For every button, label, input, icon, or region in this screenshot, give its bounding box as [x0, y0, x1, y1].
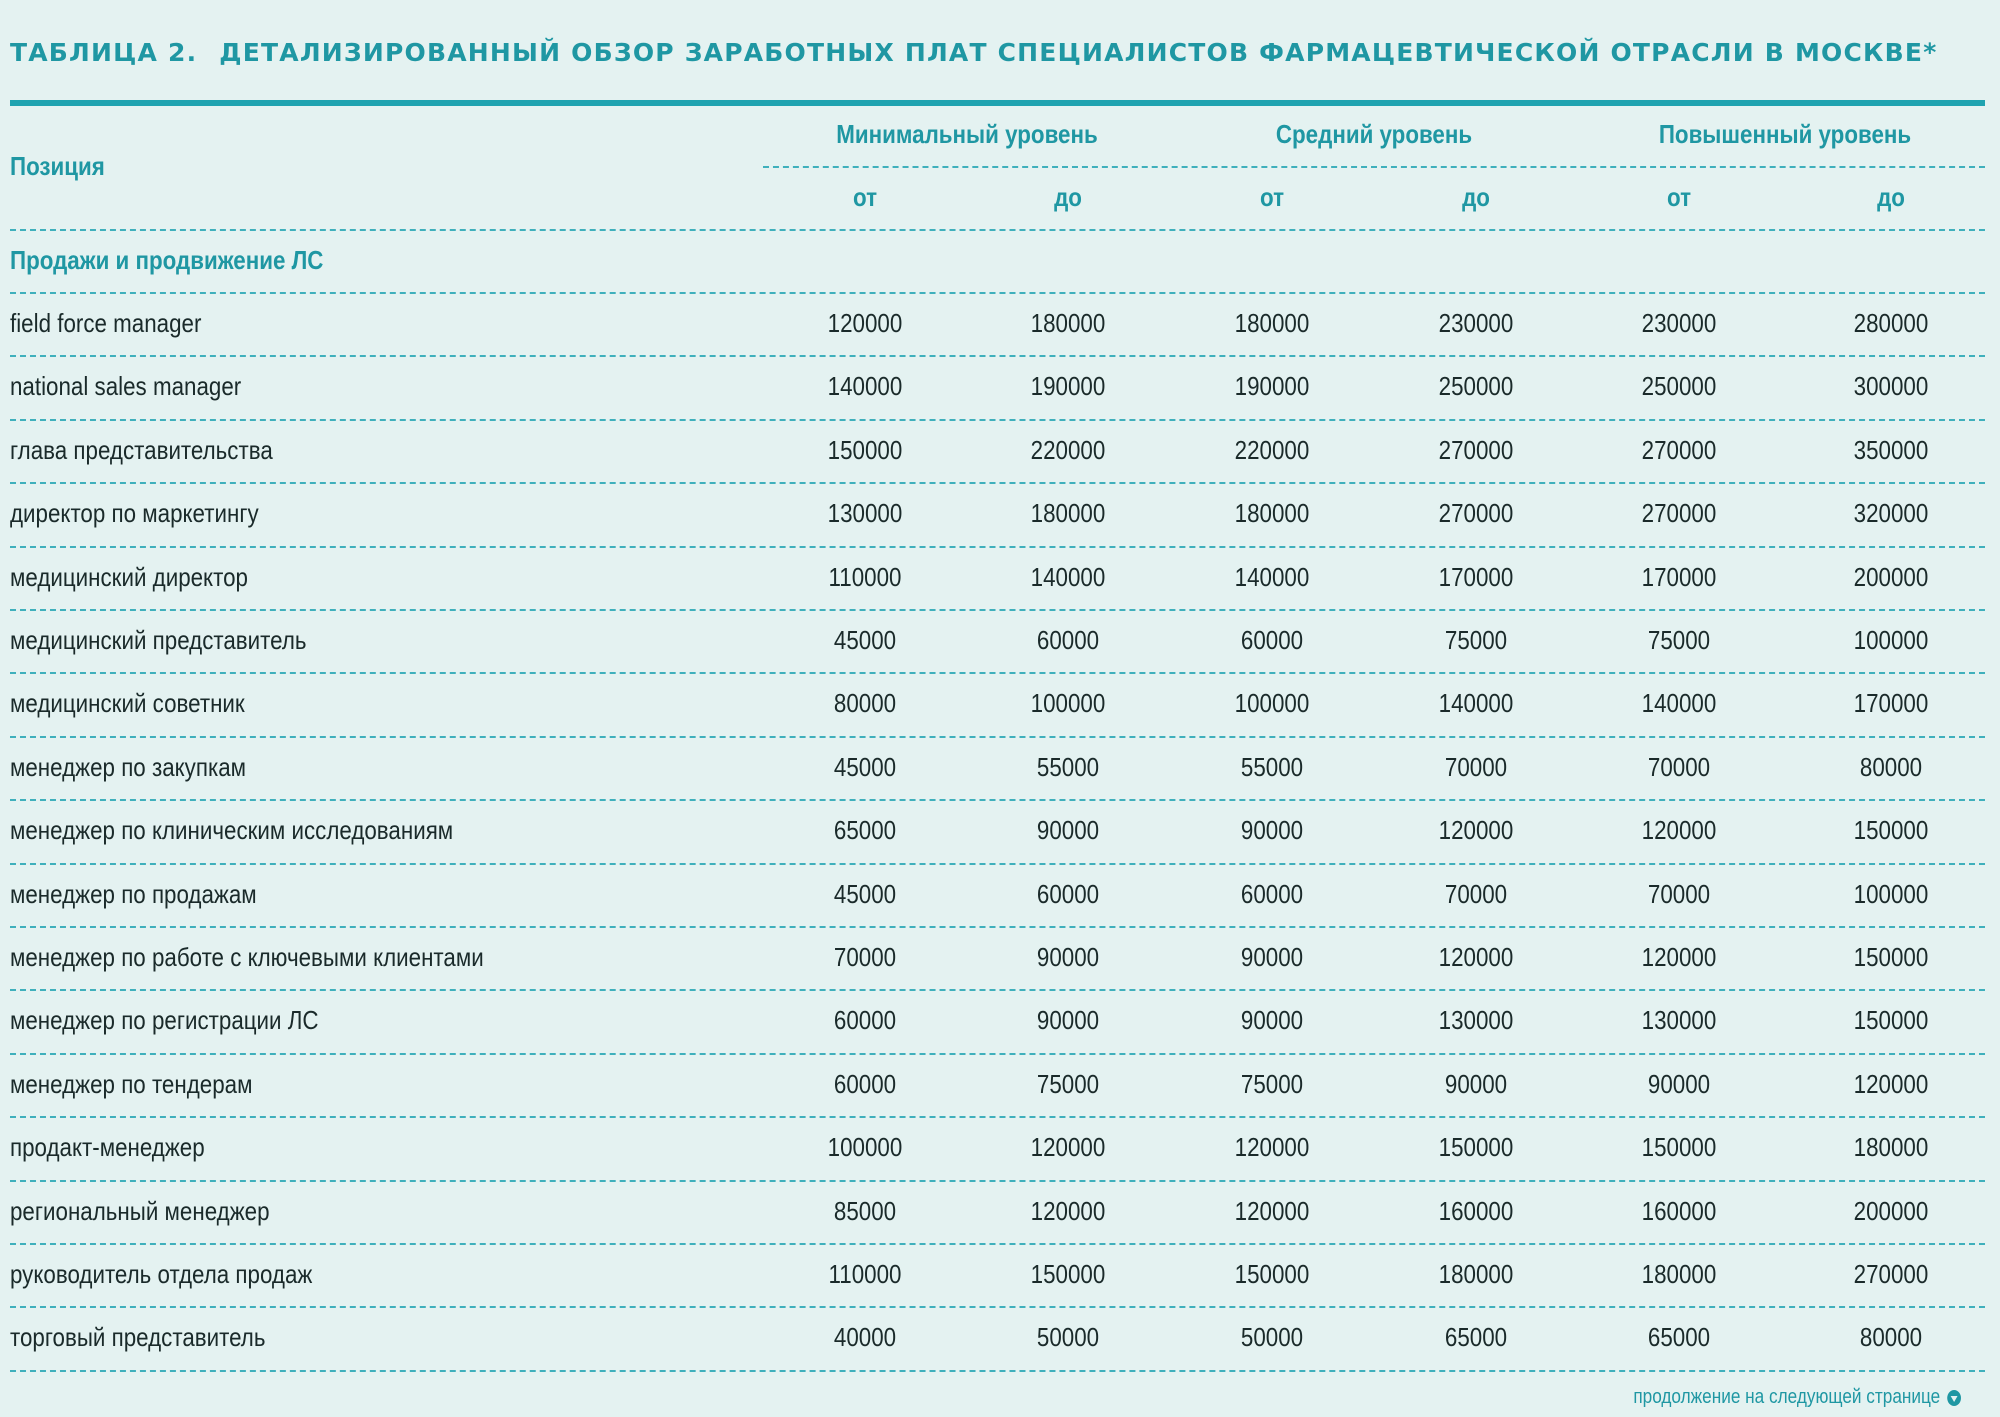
salary-value: 120000	[827, 308, 903, 338]
salary-value: 200000	[1853, 561, 1929, 592]
salary-value: 120000	[1234, 1195, 1310, 1226]
salary-value: 100000	[1853, 878, 1929, 909]
range-header-1: до	[1054, 182, 1082, 212]
salary-value: 180000	[1030, 308, 1106, 338]
salary-value: 100000	[1234, 688, 1310, 719]
salary-value: 55000	[1036, 751, 1100, 782]
salary-value: 230000	[1438, 308, 1514, 338]
salary-value: 60000	[1036, 625, 1100, 655]
salary-value: 150000	[1438, 1132, 1514, 1163]
salary-value: 150000	[1030, 1259, 1106, 1289]
level-header-1: Средний уровень	[1275, 119, 1473, 149]
salary-value: 200000	[1853, 1195, 1929, 1226]
salary-value: 140000	[827, 371, 903, 402]
position-name: менеджер по продажам	[10, 878, 257, 909]
level-header-0: Минимальный уровень	[835, 119, 1098, 149]
salary-value: 80000	[833, 688, 897, 719]
salary-value: 320000	[1853, 498, 1929, 529]
salary-value: 70000	[1444, 751, 1508, 782]
salary-value: 65000	[1444, 1322, 1508, 1353]
salary-value: 270000	[1641, 434, 1717, 465]
salary-value: 170000	[1438, 561, 1514, 592]
salary-value: 120000	[1438, 815, 1514, 846]
salary-value: 140000	[1234, 561, 1310, 592]
salary-value: 75000	[1444, 625, 1508, 655]
salary-value: 130000	[1438, 1005, 1514, 1036]
salary-value: 120000	[1234, 1132, 1310, 1163]
salary-value: 45000	[833, 878, 897, 909]
range-header-0: от	[852, 182, 878, 212]
salary-value: 110000	[828, 561, 902, 592]
salary-value: 180000	[1641, 1259, 1717, 1289]
salary-value: 140000	[1438, 688, 1514, 719]
salary-value: 270000	[1438, 498, 1514, 529]
salary-value: 75000	[1240, 1068, 1304, 1099]
salary-value: 230000	[1641, 308, 1717, 338]
salary-value: 45000	[833, 625, 897, 655]
salary-value: 220000	[1030, 434, 1106, 465]
salary-value: 90000	[1444, 1068, 1508, 1099]
position-name: менеджер по клиническим исследованиям	[10, 815, 454, 846]
table-number: ТАБЛИЦА 2.	[10, 38, 198, 67]
row-divider	[10, 1370, 1985, 1372]
position-name: региональный менеджер	[10, 1195, 270, 1226]
salary-value: 150000	[1853, 1005, 1929, 1036]
position-name: продакт-менеджер	[10, 1132, 205, 1163]
salary-value: 120000	[1438, 942, 1514, 972]
position-name: менеджер по тендерам	[10, 1068, 253, 1099]
salary-value: 150000	[1853, 815, 1929, 846]
salary-value: 150000	[1641, 1132, 1717, 1163]
salary-value: 250000	[1438, 371, 1514, 402]
salary-value: 120000	[1853, 1068, 1929, 1099]
position-name: national sales manager	[10, 371, 242, 402]
salary-value: 160000	[1438, 1195, 1514, 1226]
salary-value: 150000	[1234, 1259, 1310, 1289]
section-title: Продажи и продвижение ЛС	[10, 245, 324, 275]
level-header-2: Повышенный уровень	[1658, 119, 1912, 149]
salary-value: 70000	[1444, 878, 1508, 909]
salary-value: 60000	[1240, 878, 1304, 909]
salary-value: 90000	[1240, 815, 1304, 846]
continuation-note	[1633, 1386, 1961, 1409]
salary-value: 55000	[1240, 751, 1304, 782]
salary-value: 80000	[1859, 1322, 1923, 1353]
salary-table-page	[10, 0, 1985, 1417]
position-name: менеджер по регистрации ЛС	[10, 1005, 319, 1036]
salary-value: 180000	[1853, 1132, 1929, 1163]
position-name: медицинский представитель	[10, 625, 307, 655]
range-header-4: от	[1666, 182, 1692, 212]
salary-value: 100000	[1030, 688, 1106, 719]
position-name: директор по маркетингу	[10, 498, 259, 529]
salary-value: 75000	[1647, 625, 1711, 655]
salary-value: 190000	[1030, 371, 1106, 402]
salary-value: 40000	[833, 1322, 897, 1353]
salary-value: 160000	[1641, 1195, 1717, 1226]
salary-value: 60000	[833, 1005, 897, 1036]
salary-value: 50000	[1240, 1322, 1304, 1353]
salary-value: 70000	[1647, 878, 1711, 909]
salary-value: 65000	[833, 815, 897, 846]
position-name: торговый представитель	[10, 1322, 266, 1353]
salary-value: 45000	[833, 751, 897, 782]
position-name: глава представительства	[10, 434, 273, 465]
salary-value: 170000	[1853, 688, 1929, 719]
salary-value: 75000	[1036, 1068, 1100, 1099]
salary-value: 50000	[1036, 1322, 1100, 1353]
range-header-2: от	[1259, 182, 1285, 212]
salary-value: 90000	[1036, 942, 1100, 972]
salary-value: 120000	[1641, 815, 1717, 846]
salary-value: 90000	[1240, 1005, 1304, 1036]
salary-value: 270000	[1641, 498, 1717, 529]
salary-value: 140000	[1030, 561, 1106, 592]
salary-value: 60000	[833, 1068, 897, 1099]
range-header-3: до	[1462, 182, 1490, 212]
salary-value: 80000	[1859, 751, 1923, 782]
salary-value: 270000	[1438, 434, 1514, 465]
salary-value: 180000	[1030, 498, 1106, 529]
salary-value: 300000	[1853, 371, 1929, 402]
table-title-text: ДЕТАЛИЗИРОВАННЫЙ ОБЗОР ЗАРАБОТНЫХ ПЛАТ СПЕЦИАЛИСТОВ ФАРМАЦЕВТИЧЕСКОЙ ОТРАСЛИ В МОСКВЕ*	[219, 38, 1938, 67]
salary-value: 170000	[1641, 561, 1717, 592]
salary-value: 90000	[1036, 1005, 1100, 1036]
salary-value: 60000	[1240, 625, 1304, 655]
salary-value: 90000	[1647, 1068, 1711, 1099]
salary-value: 65000	[1647, 1322, 1711, 1353]
position-header: Позиция	[10, 151, 105, 181]
arrow-down-icon	[1947, 1390, 1961, 1406]
salary-value: 90000	[1240, 942, 1304, 972]
salary-value: 280000	[1853, 308, 1929, 338]
range-header-5: до	[1877, 182, 1905, 212]
continuation-text: продолжение на следующей странице	[1633, 1386, 1941, 1408]
salary-value: 90000	[1036, 815, 1100, 846]
salary-value: 140000	[1641, 688, 1717, 719]
salary-value: 190000	[1234, 371, 1310, 402]
salary-value: 110000	[828, 1259, 902, 1289]
salary-value: 100000	[1853, 625, 1929, 655]
salary-value: 70000	[833, 942, 897, 972]
position-name: field force manager	[10, 308, 202, 338]
position-name: медицинский советник	[10, 688, 245, 719]
salary-value: 85000	[833, 1195, 897, 1226]
salary-value: 150000	[1853, 942, 1929, 972]
salary-value: 120000	[1641, 942, 1717, 972]
position-name: менеджер по закупкам	[10, 751, 247, 782]
salary-value: 60000	[1036, 878, 1100, 909]
salary-value: 130000	[1641, 1005, 1717, 1036]
salary-value: 350000	[1853, 434, 1929, 465]
salary-value: 220000	[1234, 434, 1310, 465]
salary-value: 120000	[1030, 1195, 1106, 1226]
position-name: медицинский директор	[10, 561, 248, 592]
salary-value: 150000	[827, 434, 903, 465]
salary-value: 180000	[1438, 1259, 1514, 1289]
salary-value: 180000	[1234, 308, 1310, 338]
position-name: руководитель отдела продаж	[10, 1259, 313, 1289]
salary-value: 120000	[1030, 1132, 1106, 1163]
salary-value: 180000	[1234, 498, 1310, 529]
salary-value: 100000	[827, 1132, 903, 1163]
position-name: менеджер по работе с ключевыми клиентами	[10, 942, 484, 972]
salary-value: 270000	[1853, 1259, 1929, 1289]
salary-value: 70000	[1647, 751, 1711, 782]
salary-value: 250000	[1641, 371, 1717, 402]
table-title	[10, 38, 1937, 67]
salary-value: 130000	[827, 498, 903, 529]
